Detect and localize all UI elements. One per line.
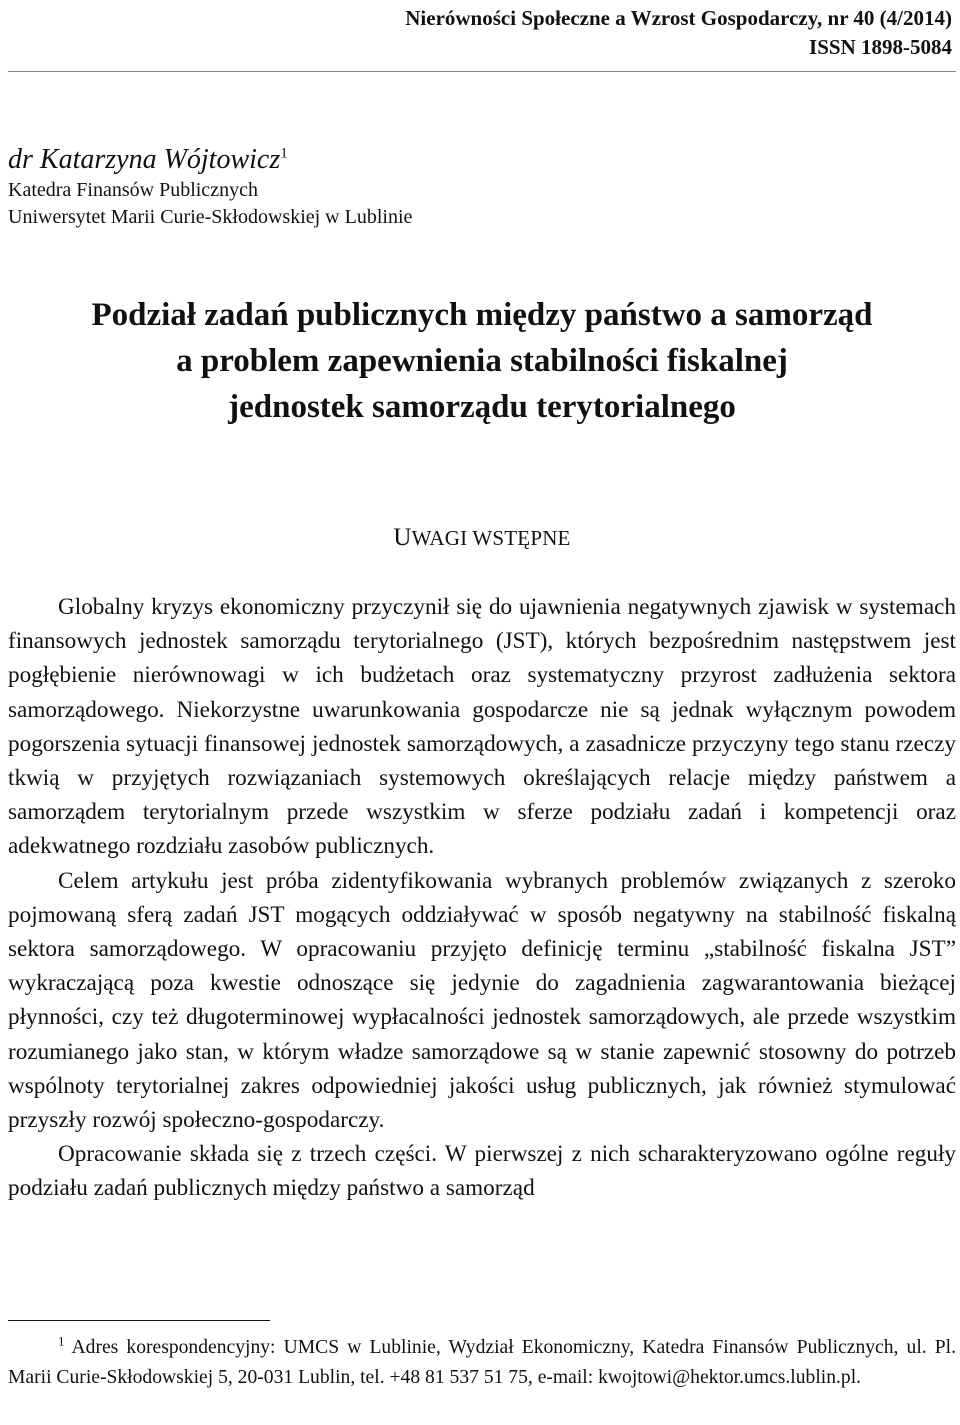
footnote xyxy=(8,1333,956,1392)
body-paragraph-2: Celem artykułu jest próba zidentyfikowania wybranych problemów związanych z szeroko pojmowaną sferą zadań JST mogących oddziaływać w sposób negatywny na stabilność fiskalną sektora samorządowego. W opracowaniu przyjęto definicję terminu „stabilność fiskalna JST” wykraczającą poza kwestie odnoszące się jedynie do zagadnienia zagwarantowania bieżącej płynności, czy też długoterminowej wypłacalności jednostek samorządowych, ale przede wszystkim rozumianego jako stan, w którym władze samorządowe są w stanie zapewnić stosowny do potrzeb wspólnoty terytorialnej zakres odpowiedniej jakości usług publicznych, jak również stymulować przyszły rozwój społeczno-gospodarczy. xyxy=(8,867,956,1134)
issn: ISSN 1898-5084 xyxy=(809,35,952,59)
footnote-text: Adres korespondencyjny: UMCS w Lublinie, Wydział Ekonomiczny, Katedra Finansów Publicznych, ul. Pl. Marii Curie-Skłodowskiej 5, 20-031 Lublin, tel. +48 81 537 51 75, e-mail: kwojtowi@hektor.umcs.lublin.pl. xyxy=(8,1337,956,1388)
title-line-2: a problem zapewnienia stabilności fiskalnej xyxy=(176,343,788,379)
body-paragraph-3: Opracowanie składa się z trzech części. W pierwszej z nich scharakteryzowano ogólne reguły podziału zadań publicznych między państwo a samorząd xyxy=(8,1141,956,1202)
footnote-mark: 1 xyxy=(58,1333,65,1349)
section-heading-rest: WAGI WSTĘPNE xyxy=(411,526,571,550)
author-name xyxy=(8,143,412,177)
journal-title: Nierówności Społeczne a Wzrost Gospodarczy, nr 40 (4/2014) xyxy=(405,6,952,30)
title-line-3: jednostek samorządu terytorialnego xyxy=(228,389,736,425)
title-line-1: Podział zadań publicznych między państwo a samorząd xyxy=(91,297,873,333)
header-divider xyxy=(8,71,956,72)
author-name-text: dr Katarzyna Wójtowicz xyxy=(8,144,281,175)
author-footnote-mark[interactable]: 1 xyxy=(280,145,288,162)
affiliation-department: Katedra Finansów Publicznych xyxy=(8,179,258,201)
footnote-divider xyxy=(8,1320,270,1321)
section-heading-initial: U xyxy=(393,524,412,551)
affiliation-university: Uniwersytet Marii Curie-Skłodowskiej w Lublinie xyxy=(8,206,413,228)
section-heading xyxy=(8,524,956,552)
body-paragraph-1: Globalny kryzys ekonomiczny przyczynił się do ujawnienia negatywnych zjawisk w systemach finansowych jednostek samorządu terytorialnego (JST), których bezpośrednim następstwem jest pogłębienie nierównowagi w ich budżetach oraz systematyczny przyrost zadłużenia sektora samorządowego. Niekorzystne uwarunkowania gospodarcze nie są jednak wyłącznym powodem pogorszenia sytuacji finansowej jednostek samorządowych, a zasadnicze przyczyny tego stanu rzeczy tkwią w przyjętych rozwiązaniach systemowych określających relacje między państwem a samorządem terytorialnym przede wszystkim w sferze podziału zadań i kompetencji oraz adekwatnego rozdziału zasobów publicznych. xyxy=(8,594,956,860)
article-page xyxy=(8,0,956,1425)
body-text xyxy=(8,590,956,1206)
journal-header xyxy=(405,4,952,62)
author-block xyxy=(8,143,412,231)
article-title xyxy=(8,292,956,430)
